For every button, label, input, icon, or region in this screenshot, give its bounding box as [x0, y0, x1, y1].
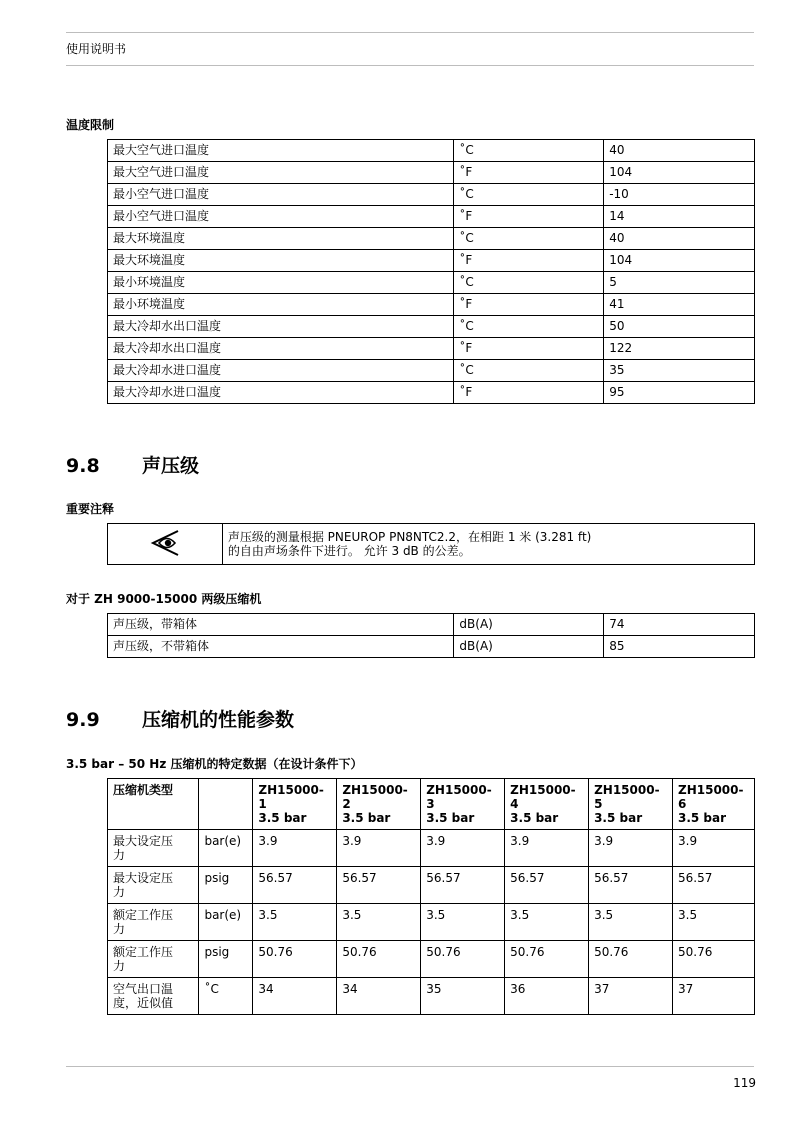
table-cell: 56.57 [589, 867, 673, 904]
table-cell: 50.76 [589, 941, 673, 978]
table-cell: 声压级，不带箱体 [108, 636, 454, 658]
note-title: 重要注释 [66, 502, 115, 516]
table-row [108, 636, 755, 658]
table-cell: 50.76 [337, 941, 421, 978]
section-9-8-heading [66, 451, 199, 478]
table-cell: 56.57 [253, 867, 337, 904]
table-cell: 最小环境温度 [108, 272, 454, 294]
table-row [108, 338, 755, 360]
section-number: 9.8 [66, 455, 100, 477]
table-row [108, 272, 755, 294]
table-row [108, 206, 755, 228]
table-cell: 41 [604, 294, 755, 316]
table-cell: 85 [604, 636, 755, 658]
table-cell: ˚F [454, 382, 604, 404]
table-cell: 36 [505, 978, 589, 1015]
table-cell: 空气出口温 度，近似值 [108, 978, 199, 1015]
table-cell: 50 [604, 316, 755, 338]
column-header: 压缩机类型 [108, 779, 199, 830]
table-cell: 最小环境温度 [108, 294, 454, 316]
table-cell: 74 [604, 614, 755, 636]
table-cell: 56.57 [673, 867, 755, 904]
table-row [108, 316, 755, 338]
table-cell: psig [199, 941, 253, 978]
table-cell: 37 [673, 978, 755, 1015]
table-cell: 104 [604, 250, 755, 272]
header-bottom-rule [66, 65, 754, 66]
table-cell: 3.9 [421, 830, 505, 867]
column-header: ZH15000-1 3.5 bar [253, 779, 337, 830]
table-cell: 122 [604, 338, 755, 360]
table-cell: 最大冷却水出口温度 [108, 338, 454, 360]
sound-subtitle: 对于 ZH 9000-15000 两级压缩机 [66, 592, 262, 606]
temp-section-title: 温度限制 [66, 118, 115, 132]
note-line-2: 的自由声场条件下进行。 允许 3 dB 的公差。 [227, 544, 471, 558]
table-cell: 最小空气进口温度 [108, 184, 454, 206]
table-cell: -10 [604, 184, 755, 206]
table-cell: 14 [604, 206, 755, 228]
table-cell: 3.5 [505, 904, 589, 941]
table-cell: 最大空气进口温度 [108, 162, 454, 184]
section-9-9-heading [66, 705, 294, 732]
table-row [108, 294, 755, 316]
sound-pressure-table [107, 613, 755, 658]
table-cell: ˚C [199, 978, 253, 1015]
table-header-row [108, 779, 755, 830]
table-cell: ˚C [454, 360, 604, 382]
table-cell: 40 [604, 140, 755, 162]
table-cell: 3.5 [421, 904, 505, 941]
column-header: ZH15000-5 3.5 bar [589, 779, 673, 830]
table-cell: 最大环境温度 [108, 228, 454, 250]
note-icon-cell [108, 524, 223, 565]
section-title: 声压级 [142, 455, 200, 477]
table-cell: 50.76 [505, 941, 589, 978]
note-line-1: 声压级的测量根据 PNEUROP PN8NTC2.2，在相距 1 米 (3.281 ft) [227, 530, 592, 544]
table-cell: 40 [604, 228, 755, 250]
table-cell: ˚C [454, 140, 604, 162]
table-cell: 最大冷却水出口温度 [108, 316, 454, 338]
compressor-performance-table [107, 778, 755, 1015]
note-text-cell [222, 524, 754, 565]
table-cell: 5 [604, 272, 755, 294]
eye-note-icon [148, 528, 182, 558]
table-cell: ˚F [454, 206, 604, 228]
table-cell: 3.9 [505, 830, 589, 867]
table-cell: 3.5 [253, 904, 337, 941]
table-cell: 35 [421, 978, 505, 1015]
table-row [108, 941, 755, 978]
table-cell: 50.76 [253, 941, 337, 978]
table-cell: 3.9 [589, 830, 673, 867]
temperature-limits-table [107, 139, 755, 404]
table-cell: 3.5 [589, 904, 673, 941]
table-cell: dB(A) [454, 614, 604, 636]
table-cell: ˚F [454, 294, 604, 316]
page-number: 119 [733, 1076, 756, 1090]
table-cell: ˚F [454, 250, 604, 272]
section-number: 9.9 [66, 709, 100, 731]
table-cell: ˚C [454, 184, 604, 206]
table-cell: 56.57 [421, 867, 505, 904]
table-row [108, 228, 755, 250]
table-cell: ˚C [454, 228, 604, 250]
section-title: 压缩机的性能参数 [142, 709, 295, 731]
table-cell: 3.9 [337, 830, 421, 867]
table-cell: 34 [337, 978, 421, 1015]
table-cell: 34 [253, 978, 337, 1015]
table-cell: ˚C [454, 316, 604, 338]
table-cell: ˚F [454, 162, 604, 184]
header-top-rule [66, 32, 754, 33]
table-cell: 35 [604, 360, 755, 382]
table-cell: 56.57 [505, 867, 589, 904]
table-row [108, 830, 755, 867]
table-row [108, 614, 755, 636]
table-cell: 37 [589, 978, 673, 1015]
column-header: ZH15000-3 3.5 bar [421, 779, 505, 830]
table-cell: bar(e) [199, 904, 253, 941]
table-cell: 50.76 [421, 941, 505, 978]
table-cell: 56.57 [337, 867, 421, 904]
table-cell: 3.5 [337, 904, 421, 941]
important-note-box [107, 523, 755, 565]
table-cell: bar(e) [199, 830, 253, 867]
footer-rule [66, 1066, 754, 1067]
table-row [108, 250, 755, 272]
table-cell: 最大冷却水进口温度 [108, 360, 454, 382]
table-cell: 额定工作压 力 [108, 904, 199, 941]
table-cell: psig [199, 867, 253, 904]
table-cell: dB(A) [454, 636, 604, 658]
column-header: ZH15000-2 3.5 bar [337, 779, 421, 830]
table-cell: 最小空气进口温度 [108, 206, 454, 228]
table-row [108, 904, 755, 941]
table-cell: 3.9 [253, 830, 337, 867]
table-cell: 3.5 [673, 904, 755, 941]
table-cell: 额定工作压 力 [108, 941, 199, 978]
table-row [108, 184, 755, 206]
table-row [108, 867, 755, 904]
table-cell: 104 [604, 162, 755, 184]
table-row [108, 360, 755, 382]
table-cell: ˚C [454, 272, 604, 294]
perf-subtitle: 3.5 bar – 50 Hz 压缩机的特定数据（在设计条件下） [66, 757, 363, 771]
column-header: ZH15000-4 3.5 bar [505, 779, 589, 830]
running-header: 使用说明书 [66, 42, 127, 56]
column-header [199, 779, 253, 830]
table-row [108, 140, 755, 162]
table-cell: 最大冷却水进口温度 [108, 382, 454, 404]
table-row [108, 978, 755, 1015]
table-row [108, 382, 755, 404]
table-cell: ˚F [454, 338, 604, 360]
table-cell: 3.9 [673, 830, 755, 867]
table-cell: 最大设定压 力 [108, 867, 199, 904]
table-cell: 最大设定压 力 [108, 830, 199, 867]
table-cell: 95 [604, 382, 755, 404]
table-cell: 最大空气进口温度 [108, 140, 454, 162]
table-cell: 最大环境温度 [108, 250, 454, 272]
table-cell: 声压级，带箱体 [108, 614, 454, 636]
table-row [108, 162, 755, 184]
column-header: ZH15000-6 3.5 bar [673, 779, 755, 830]
table-cell: 50.76 [673, 941, 755, 978]
